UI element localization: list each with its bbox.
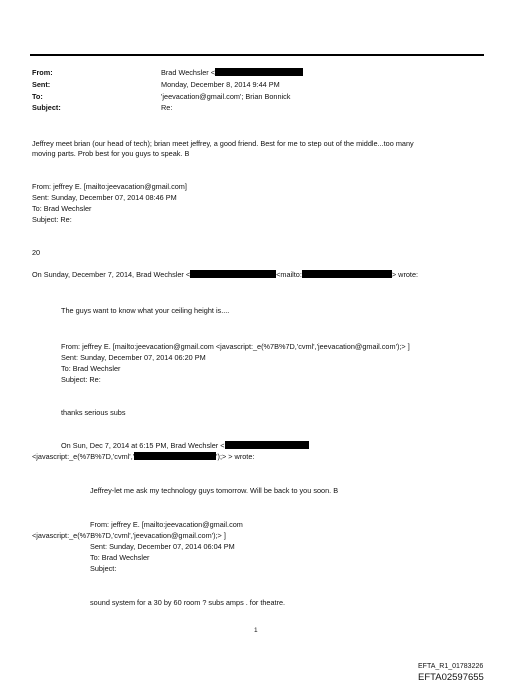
footer-id-1: EFTA_R1_01783226 — [418, 663, 484, 670]
redaction-box — [190, 270, 276, 278]
top-rule — [30, 54, 484, 56]
on-line-2-cont: <javascript:_e(%7B%7D,'cvml',' ');> > wrote: — [32, 452, 255, 461]
message-1: The guys want to know what your ceiling height is.... — [61, 306, 230, 315]
quote1-from: From: jeffrey E. [mailto:jeevacation@gmail.com] — [32, 182, 187, 191]
quote2-to: To: Brad Wechsler — [61, 364, 121, 373]
on-line-1: On Sunday, December 7, 2014, Brad Wechsler < <mailto: > wrote: — [32, 270, 419, 279]
redaction-box — [134, 452, 216, 460]
redaction-box — [302, 270, 392, 278]
message-3: Jeffrey-let me ask my technology guys tomorrow. Will be back to you soon. B — [90, 486, 339, 495]
message-2: thanks serious subs — [61, 408, 126, 417]
body-line-1: Jeffrey meet brian (our head of tech); brian meet jeffrey, a good friend. Best for me to step out of the middle...too many — [32, 139, 414, 148]
quote2-subject: Subject: Re: — [61, 375, 101, 384]
from-value: Brad Wechsler < — [161, 68, 303, 77]
to-value: 'jeevacation@gmail.com'; Brian Bonnick — [161, 92, 291, 101]
sent-label: Sent: — [32, 80, 51, 89]
from-label: From: — [32, 68, 53, 77]
quote3-sent: Sent: Sunday, December 07, 2014 06:04 PM — [90, 542, 235, 551]
redaction-box — [215, 68, 303, 76]
redaction-box — [225, 441, 309, 449]
quote1-body: 20 — [32, 248, 41, 257]
page-number: 1 — [254, 627, 258, 634]
to-label: To: — [32, 92, 43, 101]
quote2-sent: Sent: Sunday, December 07, 2014 06:20 PM — [61, 353, 206, 362]
quote1-to: To: Brad Wechsler — [32, 204, 92, 213]
quote2-from: From: jeffrey E. [mailto:jeevacation@gmail.com <javascript:_e(%7B%7D,'cvml','jeevacation@gmail.com');> ] — [61, 342, 410, 351]
subject-label: Subject: — [32, 103, 61, 112]
footer-id-2: EFTA02597655 — [418, 672, 484, 683]
sent-value: Monday, December 8, 2014 9:44 PM — [161, 80, 280, 89]
quote3-to: To: Brad Wechsler — [90, 553, 150, 562]
body-line-2: moving parts. Prob best for you guys to speak. B — [32, 149, 190, 158]
quote3-from: From: jeffrey E. [mailto:jeevacation@gmail.com — [90, 520, 243, 529]
quote3-js: <javascript:_e(%7B%7D,'cvml','jeevacation@gmail.com');> ] — [32, 531, 226, 540]
quote3-subject: Subject: — [90, 564, 117, 573]
quote1-subject: Subject: Re: — [32, 215, 72, 224]
message-4: sound system for a 30 by 60 room ? subs amps . for theatre. — [90, 598, 286, 607]
subject-value: Re: — [161, 103, 173, 112]
on-line-2: On Sun, Dec 7, 2014 at 6:15 PM, Brad Wechsler < — [61, 441, 309, 450]
quote1-sent: Sent: Sunday, December 07, 2014 08:46 PM — [32, 193, 177, 202]
